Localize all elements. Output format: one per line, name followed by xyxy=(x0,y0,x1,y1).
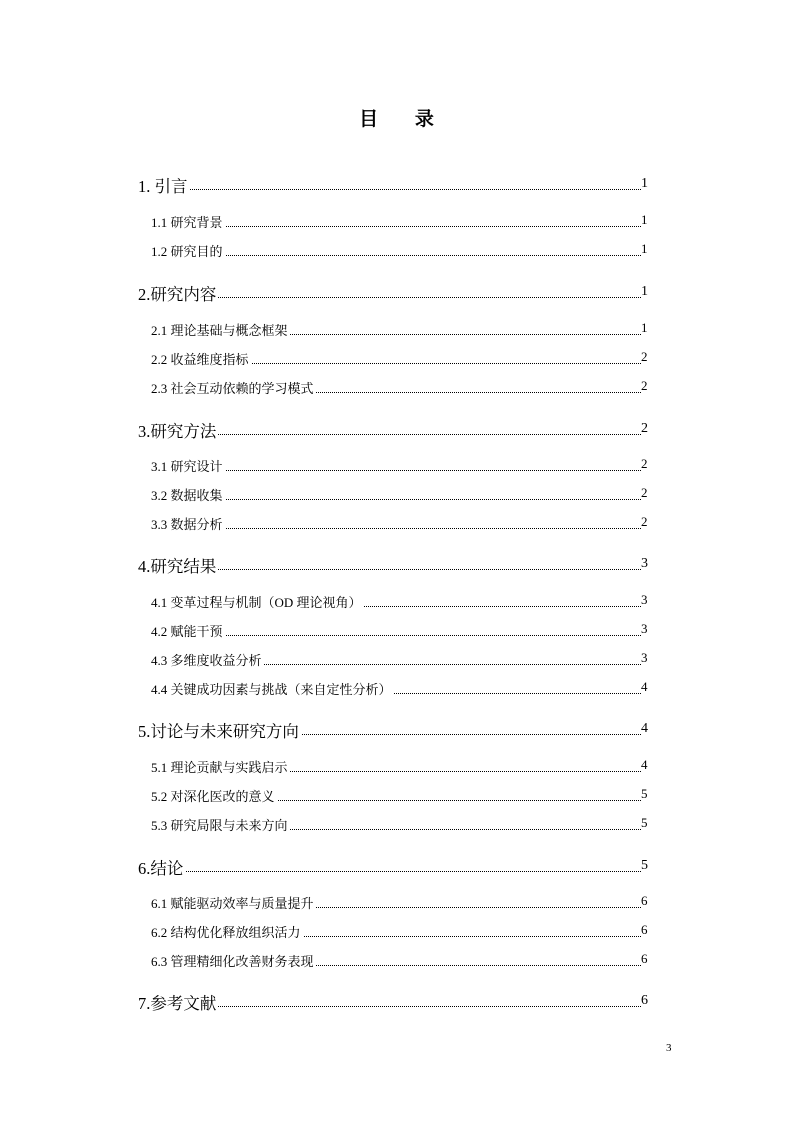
dot-leader xyxy=(170,499,641,500)
toc-entry-title: 4.4 关键成功因素与挑战（来自定性分析） xyxy=(151,679,394,698)
toc-entry-title: 5.讨论与未来研究方向 xyxy=(138,718,301,742)
toc-entry-page: 3 xyxy=(641,650,655,666)
dot-leader xyxy=(170,1006,641,1007)
dot-leader xyxy=(170,635,641,636)
toc-chapter-entry xyxy=(0,173,793,197)
toc-entry-title: 6.1 赋能驱动效率与质量提升 xyxy=(151,893,316,912)
toc-entry-page: 4 xyxy=(641,721,655,737)
toc-section-entry xyxy=(0,679,793,703)
toc-section-entry xyxy=(0,514,793,538)
toc-chapter-entry xyxy=(0,553,793,577)
toc-section-entry xyxy=(0,592,793,616)
toc-chapter-entry xyxy=(0,718,793,742)
toc-chapter-entry xyxy=(0,855,793,879)
toc-entry-title: 3.3 数据分析 xyxy=(151,514,225,533)
toc-entry-page: 1 xyxy=(641,241,655,257)
toc-entry-page: 2 xyxy=(641,421,655,437)
toc-section-entry xyxy=(0,485,793,509)
toc-entry-title: 3.研究方法 xyxy=(138,418,218,442)
toc-entry-page: 2 xyxy=(641,456,655,472)
dot-leader xyxy=(170,871,641,872)
toc-section-entry xyxy=(0,893,793,917)
toc-entry-page: 3 xyxy=(641,556,655,572)
toc-entry-title: 6.2 结构优化释放组织活力 xyxy=(151,922,303,941)
toc-entry-title: 2.3 社会互动依赖的学习模式 xyxy=(151,378,316,397)
toc-entry-page: 4 xyxy=(641,679,655,695)
toc-section-entry xyxy=(0,951,793,975)
dot-leader xyxy=(170,255,641,256)
toc-section-entry xyxy=(0,349,793,373)
toc-chapter-entry xyxy=(0,990,793,1014)
dot-leader xyxy=(170,297,641,298)
toc-entry-title: 5.3 研究局限与未来方向 xyxy=(151,815,290,834)
toc-section-entry xyxy=(0,212,793,236)
toc-entry-title: 4.3 多维度收益分析 xyxy=(151,650,264,669)
toc-entry-title: 6.3 管理精细化改善财务表现 xyxy=(151,951,316,970)
toc-entry-page: 5 xyxy=(641,858,655,874)
toc-section-entry xyxy=(0,378,793,402)
toc-entry-title: 4.研究结果 xyxy=(138,553,218,577)
toc-entry-title: 5.2 对深化医改的意义 xyxy=(151,786,277,805)
toc-entry-page: 4 xyxy=(641,757,655,773)
toc-entry-page: 6 xyxy=(641,993,655,1009)
toc-section-entry xyxy=(0,621,793,645)
toc-entry-page: 1 xyxy=(641,284,655,300)
toc-entry-page: 6 xyxy=(641,893,655,909)
toc-entry-page: 2 xyxy=(641,485,655,501)
toc-entry-page: 3 xyxy=(641,621,655,637)
toc-entry-title: 1.1 研究背景 xyxy=(151,212,225,231)
toc-chapter-entry xyxy=(0,281,793,305)
toc-section-entry xyxy=(0,786,793,810)
toc-section-entry xyxy=(0,922,793,946)
toc-entry-page: 1 xyxy=(641,212,655,228)
toc-section-entry xyxy=(0,320,793,344)
toc-entry-page: 1 xyxy=(641,320,655,336)
toc-entry-title: 2.2 收益维度指标 xyxy=(151,349,251,368)
toc-entry-title: 3.2 数据收集 xyxy=(151,485,225,504)
dot-leader xyxy=(170,189,641,190)
toc-section-entry xyxy=(0,241,793,265)
toc-entry-page: 2 xyxy=(641,349,655,365)
toc-entry-title: 3.1 研究设计 xyxy=(151,456,225,475)
dot-leader xyxy=(170,569,641,570)
dot-leader xyxy=(170,528,641,529)
toc-entry-page: 2 xyxy=(641,514,655,530)
toc-section-entry xyxy=(0,456,793,480)
toc-entry-title: 1. 引言 xyxy=(138,173,190,197)
toc-entry-page: 6 xyxy=(641,922,655,938)
toc-entry-title: 4.1 变革过程与机制（OD 理论视角） xyxy=(151,592,364,611)
dot-leader xyxy=(170,470,641,471)
dot-leader xyxy=(170,434,641,435)
toc-entry-title: 1.2 研究目的 xyxy=(151,241,225,260)
toc-title: 目 录 xyxy=(359,109,450,130)
toc-entry-title: 2.研究内容 xyxy=(138,281,218,305)
page-number: 3 xyxy=(666,1042,672,1054)
toc-section-entry xyxy=(0,757,793,781)
toc-section-entry xyxy=(0,815,793,839)
toc-entry-title: 7.参考文献 xyxy=(138,990,218,1014)
toc-entry-page: 5 xyxy=(641,815,655,831)
toc-entry-page: 6 xyxy=(641,951,655,967)
toc-entry-title: 4.2 赋能干预 xyxy=(151,621,225,640)
toc-entry-page: 1 xyxy=(641,176,655,192)
toc-chapter-entry xyxy=(0,418,793,442)
toc-entry-page: 5 xyxy=(641,786,655,802)
dot-leader xyxy=(170,226,641,227)
toc-section-entry xyxy=(0,650,793,674)
toc-entry-title: 2.1 理论基础与概念框架 xyxy=(151,320,290,339)
toc-entry-title: 6.结论 xyxy=(138,855,185,879)
toc-entry-page: 2 xyxy=(641,378,655,394)
toc-entry-title: 5.1 理论贡献与实践启示 xyxy=(151,757,290,776)
toc-entry-page: 3 xyxy=(641,592,655,608)
